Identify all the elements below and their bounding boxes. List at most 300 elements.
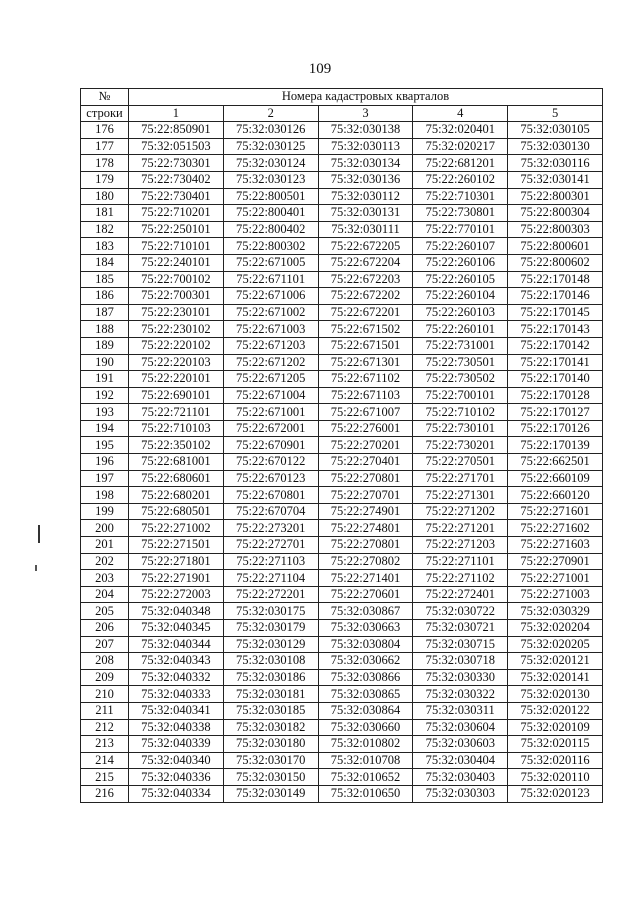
cadastral-number-cell: 75:22:680601 [129, 470, 224, 487]
cadastral-number-cell: 75:22:730201 [413, 437, 508, 454]
cadastral-number-cell: 75:32:030116 [508, 155, 603, 172]
cadastral-number-cell: 75:22:800301 [508, 188, 603, 205]
cadastral-number-cell: 75:22:800303 [508, 221, 603, 238]
cadastral-number-cell: 75:32:030604 [413, 719, 508, 736]
cadastral-number-cell: 75:22:170126 [508, 420, 603, 437]
cadastral-number-cell: 75:22:730501 [413, 354, 508, 371]
cadastral-number-cell: 75:32:030715 [413, 636, 508, 653]
cadastral-number-cell: 75:22:672204 [318, 254, 413, 271]
cadastral-number-cell: 75:32:040336 [129, 769, 224, 786]
cadastral-number-cell: 75:22:260103 [413, 304, 508, 321]
cadastral-number-cell: 75:22:271602 [508, 520, 603, 537]
table-row [81, 221, 603, 238]
group-title-header: Номера кадастровых кварталов [129, 89, 603, 106]
cadastral-number-cell: 75:22:671301 [318, 354, 413, 371]
table-row [81, 603, 603, 620]
cadastral-number-cell: 75:22:350102 [129, 437, 224, 454]
cadastral-number-cell: 75:22:710101 [129, 238, 224, 255]
cadastral-number-cell: 75:22:710102 [413, 404, 508, 421]
cadastral-number-cell: 75:32:020204 [508, 620, 603, 637]
cadastral-number-cell: 75:32:040341 [129, 702, 224, 719]
cadastral-number-cell: 75:22:274901 [318, 503, 413, 520]
cadastral-number-cell: 75:22:271102 [413, 570, 508, 587]
cadastral-number-cell: 75:22:170141 [508, 354, 603, 371]
cadastral-number-cell: 75:22:274801 [318, 520, 413, 537]
cadastral-number-cell: 75:32:020205 [508, 636, 603, 653]
row-number-cell: 196 [81, 454, 129, 471]
cadastral-number-cell: 75:22:170142 [508, 337, 603, 354]
cadastral-number-cell: 75:32:030136 [318, 171, 413, 188]
cadastral-number-cell: 75:22:700301 [129, 288, 224, 305]
cadastral-number-cell: 75:22:721101 [129, 404, 224, 421]
cadastral-number-cell: 75:22:271601 [508, 503, 603, 520]
cadastral-number-cell: 75:32:030170 [223, 752, 318, 769]
cadastral-number-cell: 75:22:672202 [318, 288, 413, 305]
row-number-cell: 214 [81, 752, 129, 769]
scan-mark [35, 565, 37, 571]
cadastral-number-cell: 75:32:030126 [223, 122, 318, 139]
cadastral-number-cell: 75:22:731001 [413, 337, 508, 354]
cadastral-number-cell: 75:22:260105 [413, 271, 508, 288]
cadastral-number-cell: 75:22:800304 [508, 205, 603, 222]
row-number-cell: 207 [81, 636, 129, 653]
cadastral-number-cell: 75:22:671002 [223, 304, 318, 321]
cadastral-number-cell: 75:22:271901 [129, 570, 224, 587]
cadastral-number-cell: 75:22:273201 [223, 520, 318, 537]
table-subheader-row [81, 105, 603, 122]
table-row [81, 702, 603, 719]
cadastral-number-cell: 75:22:850901 [129, 122, 224, 139]
table-row [81, 122, 603, 139]
cadastral-number-cell: 75:32:030175 [223, 603, 318, 620]
cadastral-number-cell: 75:22:671205 [223, 371, 318, 388]
cadastral-number-cell: 75:22:800501 [223, 188, 318, 205]
row-number-cell: 209 [81, 669, 129, 686]
row-number-cell: 182 [81, 221, 129, 238]
table-row [81, 420, 603, 437]
cadastral-number-cell: 75:32:040333 [129, 686, 224, 703]
cadastral-number-cell: 75:22:671501 [318, 337, 413, 354]
cadastral-number-cell: 75:22:270401 [318, 454, 413, 471]
cadastral-number-cell: 75:32:030186 [223, 669, 318, 686]
cadastral-number-cell: 75:22:270501 [413, 454, 508, 471]
cadastral-number-cell: 75:22:271202 [413, 503, 508, 520]
cadastral-number-cell: 75:22:271501 [129, 537, 224, 554]
row-number-cell: 212 [81, 719, 129, 736]
table-row [81, 337, 603, 354]
row-number-cell: 192 [81, 387, 129, 404]
row-number-cell: 211 [81, 702, 129, 719]
row-number-cell: 213 [81, 736, 129, 753]
cadastral-number-cell: 75:22:671502 [318, 321, 413, 338]
cadastral-number-cell: 75:32:040339 [129, 736, 224, 753]
cadastral-number-cell: 75:32:030330 [413, 669, 508, 686]
row-number-cell: 199 [81, 503, 129, 520]
cadastral-number-cell: 75:32:020116 [508, 752, 603, 769]
cadastral-number-cell: 75:22:170148 [508, 271, 603, 288]
table-row [81, 288, 603, 305]
cadastral-number-cell: 75:22:170127 [508, 404, 603, 421]
table-row [81, 503, 603, 520]
cadastral-number-cell: 75:32:030329 [508, 603, 603, 620]
table-row [81, 636, 603, 653]
cadastral-number-cell: 75:22:672203 [318, 271, 413, 288]
cadastral-number-cell: 75:22:800302 [223, 238, 318, 255]
cadastral-number-cell: 75:32:020115 [508, 736, 603, 753]
cadastral-number-cell: 75:22:710103 [129, 420, 224, 437]
cadastral-number-cell: 75:32:020401 [413, 122, 508, 139]
table-row [81, 404, 603, 421]
cadastral-number-cell: 75:22:230101 [129, 304, 224, 321]
cadastral-number-cell: 75:22:700102 [129, 271, 224, 288]
column-header: 2 [223, 105, 318, 122]
table-row [81, 736, 603, 753]
cadastral-number-cell: 75:32:030722 [413, 603, 508, 620]
row-number-cell: 210 [81, 686, 129, 703]
table-row [81, 520, 603, 537]
cadastral-number-cell: 75:32:040348 [129, 603, 224, 620]
cadastral-number-cell: 75:22:272701 [223, 537, 318, 554]
cadastral-number-cell: 75:22:660120 [508, 487, 603, 504]
cadastral-number-cell: 75:32:030303 [413, 785, 508, 802]
table-row [81, 188, 603, 205]
cadastral-number-cell: 75:22:730101 [413, 420, 508, 437]
cadastral-number-cell: 75:22:270801 [318, 470, 413, 487]
cadastral-number-cell: 75:32:030141 [508, 171, 603, 188]
table-row [81, 171, 603, 188]
cadastral-number-cell: 75:32:030182 [223, 719, 318, 736]
row-number-cell: 201 [81, 537, 129, 554]
cadastral-number-cell: 75:22:170143 [508, 321, 603, 338]
cadastral-number-cell: 75:22:671102 [318, 371, 413, 388]
row-number-cell: 208 [81, 653, 129, 670]
table-row [81, 620, 603, 637]
cadastral-number-cell: 75:22:270201 [318, 437, 413, 454]
cadastral-number-cell: 75:32:040345 [129, 620, 224, 637]
cadastral-number-cell: 75:32:030867 [318, 603, 413, 620]
cadastral-number-cell: 75:22:271401 [318, 570, 413, 587]
table-header-row [81, 89, 603, 106]
cadastral-number-cell: 75:22:170139 [508, 437, 603, 454]
cadastral-number-cell: 75:22:680201 [129, 487, 224, 504]
cadastral-number-cell: 75:32:030138 [318, 122, 413, 139]
cadastral-number-cell: 75:22:672001 [223, 420, 318, 437]
cadastral-number-cell: 75:32:030108 [223, 653, 318, 670]
cadastral-number-cell: 75:32:020141 [508, 669, 603, 686]
cadastral-number-cell: 75:32:030111 [318, 221, 413, 238]
cadastral-number-cell: 75:32:030866 [318, 669, 413, 686]
row-number-cell: 176 [81, 122, 129, 139]
cadastral-number-cell: 75:22:272201 [223, 586, 318, 603]
cadastral-number-cell: 75:32:040338 [129, 719, 224, 736]
cadastral-number-cell: 75:32:030150 [223, 769, 318, 786]
cadastral-number-cell: 75:32:030718 [413, 653, 508, 670]
cadastral-number-cell: 75:32:030124 [223, 155, 318, 172]
cadastral-number-cell: 75:22:271003 [508, 586, 603, 603]
cadastral-number-cell: 75:32:010802 [318, 736, 413, 753]
cadastral-number-cell: 75:22:170140 [508, 371, 603, 388]
cadastral-number-cell: 75:32:030112 [318, 188, 413, 205]
cadastral-number-cell: 75:22:271203 [413, 537, 508, 554]
cadastral-number-cell: 75:22:730301 [129, 155, 224, 172]
table-row [81, 769, 603, 786]
cadastral-number-cell: 75:22:710301 [413, 188, 508, 205]
table-row [81, 354, 603, 371]
cadastral-number-cell: 75:22:271104 [223, 570, 318, 587]
cadastral-number-cell: 75:32:030403 [413, 769, 508, 786]
table-row [81, 304, 603, 321]
cadastral-number-cell: 75:32:020110 [508, 769, 603, 786]
row-number-cell: 185 [81, 271, 129, 288]
row-number-cell: 205 [81, 603, 129, 620]
cadastral-number-cell: 75:22:671001 [223, 404, 318, 421]
column-header: 1 [129, 105, 224, 122]
cadastral-number-cell: 75:32:030113 [318, 138, 413, 155]
row-number-cell: 180 [81, 188, 129, 205]
cadastral-number-cell: 75:32:010652 [318, 769, 413, 786]
table-body [81, 122, 603, 802]
row-number-cell: 206 [81, 620, 129, 637]
table-row [81, 155, 603, 172]
cadastral-number-cell: 75:22:170146 [508, 288, 603, 305]
row-number-cell: 204 [81, 586, 129, 603]
cadastral-number-cell: 75:22:671007 [318, 404, 413, 421]
row-number-cell: 188 [81, 321, 129, 338]
cadastral-number-cell: 75:32:030131 [318, 205, 413, 222]
cadastral-number-cell: 75:22:671006 [223, 288, 318, 305]
cadastral-number-cell: 75:22:800602 [508, 254, 603, 271]
cadastral-number-cell: 75:22:270802 [318, 553, 413, 570]
cadastral-number-cell: 75:22:272401 [413, 586, 508, 603]
cadastral-number-cell: 75:22:670704 [223, 503, 318, 520]
cadastral-number-cell: 75:32:010708 [318, 752, 413, 769]
table-row [81, 238, 603, 255]
cadastral-number-cell: 75:22:270901 [508, 553, 603, 570]
cadastral-number-cell: 75:22:271301 [413, 487, 508, 504]
cadastral-number-cell: 75:22:276001 [318, 420, 413, 437]
row-number-cell: 189 [81, 337, 129, 354]
cadastral-number-cell: 75:22:270701 [318, 487, 413, 504]
row-number-cell: 197 [81, 470, 129, 487]
table-row [81, 719, 603, 736]
cadastral-number-cell: 75:32:020123 [508, 785, 603, 802]
cadastral-number-cell: 75:32:030721 [413, 620, 508, 637]
row-number-cell: 194 [81, 420, 129, 437]
cadastral-number-cell: 75:22:681201 [413, 155, 508, 172]
cadastral-number-cell: 75:22:270601 [318, 586, 413, 603]
cadastral-number-cell: 75:32:030125 [223, 138, 318, 155]
cadastral-number-cell: 75:22:271701 [413, 470, 508, 487]
cadastral-number-cell: 75:32:030185 [223, 702, 318, 719]
cadastral-number-cell: 75:22:671103 [318, 387, 413, 404]
cadastral-number-cell: 75:22:671004 [223, 387, 318, 404]
cadastral-number-cell: 75:32:030123 [223, 171, 318, 188]
cadastral-number-cell: 75:32:030804 [318, 636, 413, 653]
table-row [81, 470, 603, 487]
cadastral-number-cell: 75:22:220103 [129, 354, 224, 371]
table-row [81, 653, 603, 670]
cadastral-number-cell: 75:32:030404 [413, 752, 508, 769]
cadastral-number-cell: 75:22:671101 [223, 271, 318, 288]
table-row [81, 752, 603, 769]
cadastral-number-cell: 75:22:671203 [223, 337, 318, 354]
cadastral-number-cell: 75:22:672205 [318, 238, 413, 255]
row-number-cell: 198 [81, 487, 129, 504]
row-number-cell: 178 [81, 155, 129, 172]
cadastral-number-cell: 75:32:030311 [413, 702, 508, 719]
column-header: 3 [318, 105, 413, 122]
cadastral-number-cell: 75:22:670901 [223, 437, 318, 454]
cadastral-number-cell: 75:22:680501 [129, 503, 224, 520]
table-row [81, 454, 603, 471]
cadastral-number-cell: 75:22:271801 [129, 553, 224, 570]
rows-label-header: строки [81, 105, 129, 122]
row-number-cell: 179 [81, 171, 129, 188]
table-row [81, 437, 603, 454]
row-number-cell: 177 [81, 138, 129, 155]
scan-mark [38, 525, 40, 543]
cadastral-number-cell: 75:32:030105 [508, 122, 603, 139]
cadastral-number-cell: 75:32:030134 [318, 155, 413, 172]
row-number-cell: 200 [81, 520, 129, 537]
cadastral-number-cell: 75:22:271001 [508, 570, 603, 587]
cadastral-number-cell: 75:22:260104 [413, 288, 508, 305]
row-number-cell: 190 [81, 354, 129, 371]
cadastral-number-cell: 75:22:270801 [318, 537, 413, 554]
cadastral-number-cell: 75:32:030865 [318, 686, 413, 703]
row-number-cell: 202 [81, 553, 129, 570]
page-number: 109 [308, 61, 332, 77]
cadastral-number-cell: 75:22:660109 [508, 470, 603, 487]
cadastral-number-cell: 75:22:690101 [129, 387, 224, 404]
cadastral-number-cell: 75:32:030660 [318, 719, 413, 736]
cadastral-number-cell: 75:22:700101 [413, 387, 508, 404]
cadastral-number-cell: 75:32:051503 [129, 138, 224, 155]
cadastral-number-cell: 75:22:681001 [129, 454, 224, 471]
cadastral-number-cell: 75:22:670801 [223, 487, 318, 504]
cadastral-number-cell: 75:32:030129 [223, 636, 318, 653]
row-number-cell: 181 [81, 205, 129, 222]
cadastral-number-cell: 75:32:010650 [318, 785, 413, 802]
cadastral-number-cell: 75:22:671003 [223, 321, 318, 338]
table-row [81, 785, 603, 802]
cadastral-number-cell: 75:32:030149 [223, 785, 318, 802]
cadastral-number-cell: 75:32:020217 [413, 138, 508, 155]
cadastral-number-cell: 75:32:030181 [223, 686, 318, 703]
cadastral-number-cell: 75:22:271101 [413, 553, 508, 570]
cadastral-number-cell: 75:32:030130 [508, 138, 603, 155]
row-number-cell: 195 [81, 437, 129, 454]
row-number-cell: 184 [81, 254, 129, 271]
cadastral-number-cell: 75:32:030180 [223, 736, 318, 753]
cadastral-number-cell: 75:22:260102 [413, 171, 508, 188]
cadastral-number-cell: 75:32:030864 [318, 702, 413, 719]
cadastral-number-cell: 75:32:020121 [508, 653, 603, 670]
cadastral-number-cell: 75:32:030662 [318, 653, 413, 670]
table-row [81, 138, 603, 155]
cadastral-number-cell: 75:22:271201 [413, 520, 508, 537]
cadastral-number-cell: 75:22:671202 [223, 354, 318, 371]
cadastral-number-cell: 75:32:040334 [129, 785, 224, 802]
cadastral-number-cell: 75:22:800601 [508, 238, 603, 255]
cadastral-number-cell: 75:22:800401 [223, 205, 318, 222]
cadastral-number-cell: 75:32:040332 [129, 669, 224, 686]
cadastral-quarters-table [80, 88, 603, 803]
cadastral-number-cell: 75:22:730401 [129, 188, 224, 205]
cadastral-number-cell: 75:22:770101 [413, 221, 508, 238]
cadastral-number-cell: 75:22:672201 [318, 304, 413, 321]
row-number-cell: 191 [81, 371, 129, 388]
table-row [81, 586, 603, 603]
cadastral-number-cell: 75:22:260101 [413, 321, 508, 338]
row-number-cell: 216 [81, 785, 129, 802]
cadastral-number-cell: 75:32:020130 [508, 686, 603, 703]
cadastral-number-cell: 75:32:020122 [508, 702, 603, 719]
cadastral-number-cell: 75:22:230102 [129, 321, 224, 338]
table-row [81, 371, 603, 388]
column-header: 4 [413, 105, 508, 122]
column-header: 5 [508, 105, 603, 122]
table-row [81, 321, 603, 338]
table-row [81, 205, 603, 222]
table-row [81, 387, 603, 404]
table-row [81, 686, 603, 703]
cadastral-number-cell: 75:22:272003 [129, 586, 224, 603]
cadastral-number-cell: 75:32:040340 [129, 752, 224, 769]
row-number-cell: 193 [81, 404, 129, 421]
cadastral-number-cell: 75:22:730402 [129, 171, 224, 188]
table-row [81, 487, 603, 504]
table-row [81, 570, 603, 587]
cadastral-number-cell: 75:22:710201 [129, 205, 224, 222]
cadastral-number-cell: 75:22:271603 [508, 537, 603, 554]
cadastral-number-cell: 75:32:030322 [413, 686, 508, 703]
cadastral-number-cell: 75:22:730502 [413, 371, 508, 388]
cadastral-number-cell: 75:22:250101 [129, 221, 224, 238]
cadastral-number-cell: 75:22:271002 [129, 520, 224, 537]
row-number-cell: 186 [81, 288, 129, 305]
cadastral-number-cell: 75:32:030663 [318, 620, 413, 637]
cadastral-number-cell: 75:22:730801 [413, 205, 508, 222]
table-row [81, 254, 603, 271]
cadastral-number-cell: 75:22:220101 [129, 371, 224, 388]
cadastral-number-cell: 75:22:170145 [508, 304, 603, 321]
table-row [81, 669, 603, 686]
cadastral-number-cell: 75:32:030179 [223, 620, 318, 637]
row-number-cell: 203 [81, 570, 129, 587]
table-row [81, 271, 603, 288]
cadastral-number-cell: 75:32:040343 [129, 653, 224, 670]
cadastral-number-cell: 75:22:670123 [223, 470, 318, 487]
row-number-header: № [81, 89, 129, 106]
cadastral-number-cell: 75:32:040344 [129, 636, 224, 653]
cadastral-number-cell: 75:22:800402 [223, 221, 318, 238]
cadastral-number-cell: 75:22:240101 [129, 254, 224, 271]
cadastral-number-cell: 75:22:670122 [223, 454, 318, 471]
row-number-cell: 187 [81, 304, 129, 321]
row-number-cell: 183 [81, 238, 129, 255]
cadastral-number-cell: 75:22:662501 [508, 454, 603, 471]
cadastral-number-cell: 75:22:220102 [129, 337, 224, 354]
table-row [81, 537, 603, 554]
table-row [81, 553, 603, 570]
cadastral-number-cell: 75:32:020109 [508, 719, 603, 736]
cadastral-number-cell: 75:22:271103 [223, 553, 318, 570]
row-number-cell: 215 [81, 769, 129, 786]
cadastral-number-cell: 75:22:170128 [508, 387, 603, 404]
cadastral-number-cell: 75:22:260106 [413, 254, 508, 271]
cadastral-number-cell: 75:32:030603 [413, 736, 508, 753]
